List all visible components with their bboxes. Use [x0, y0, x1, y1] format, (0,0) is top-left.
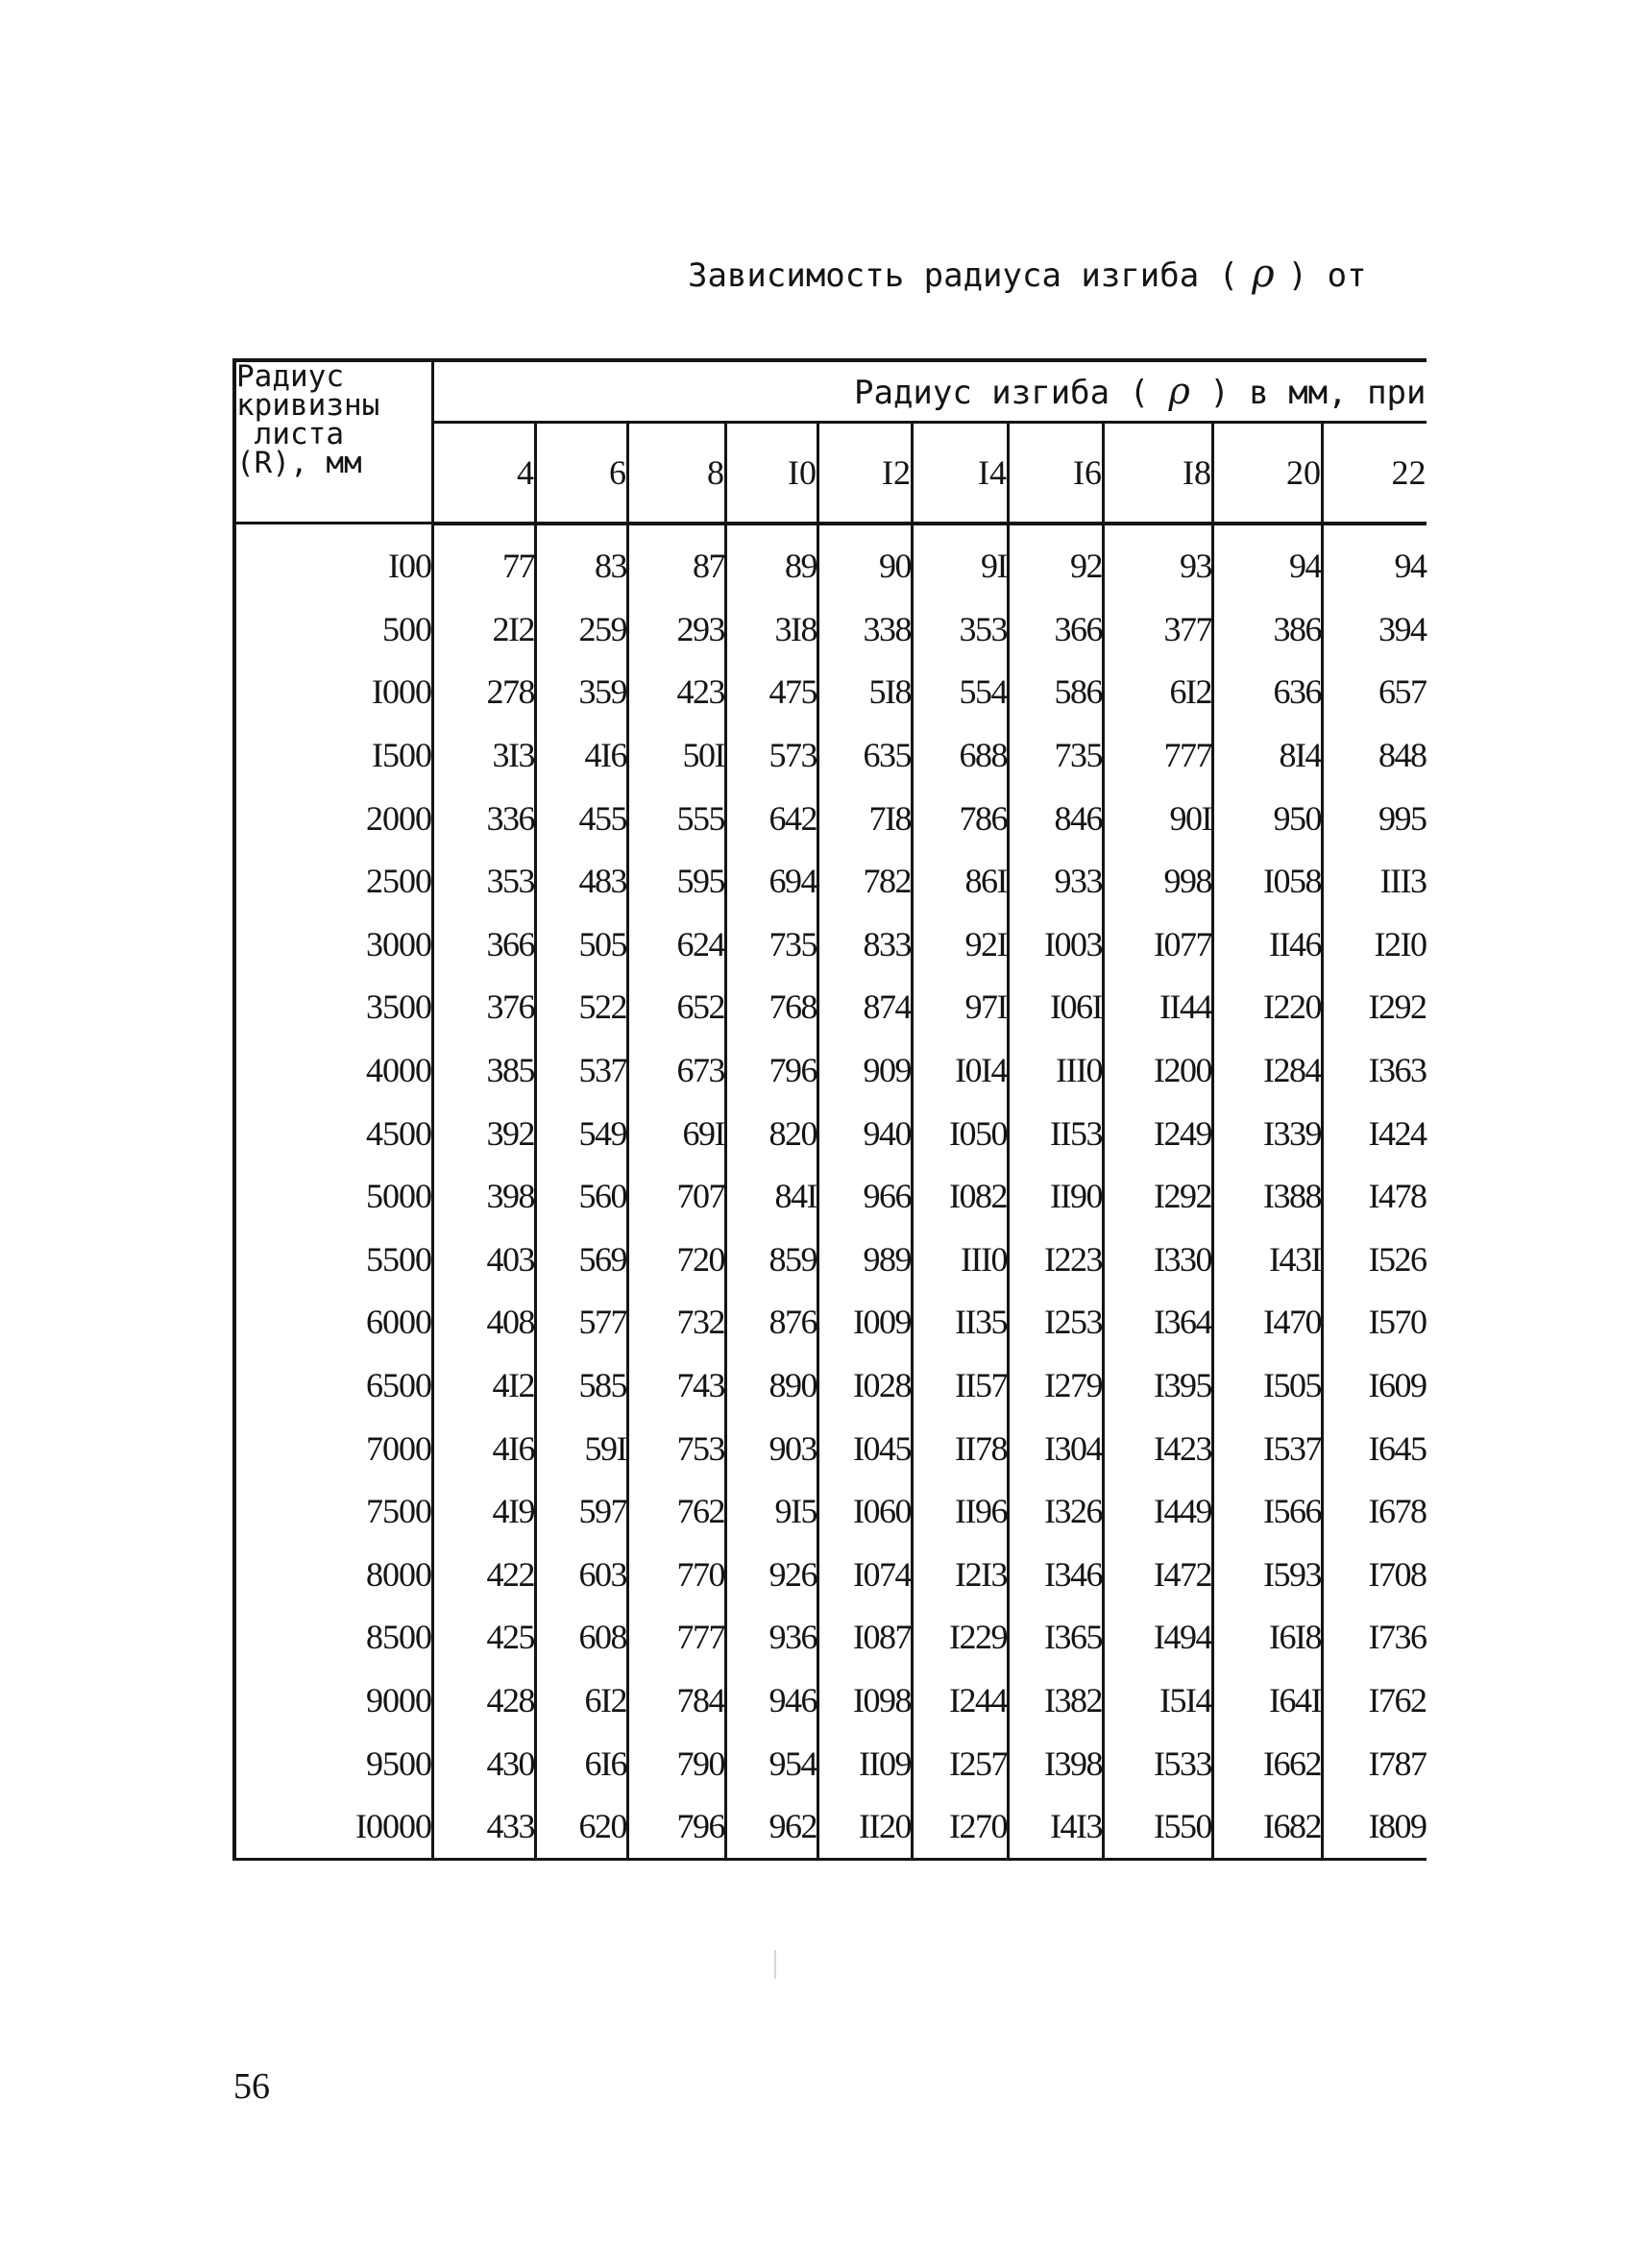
value-cell: I593 [1213, 1543, 1323, 1606]
value-cell: 577 [536, 1291, 628, 1354]
value-cell: I284 [1213, 1038, 1323, 1102]
value-cell: 846 [1009, 787, 1104, 850]
row-radius-cell: 4500 [234, 1102, 433, 1165]
value-cell: I470 [1213, 1291, 1323, 1354]
table-row [234, 1794, 1427, 1859]
value-cell: 259 [536, 597, 628, 661]
value-cell: I292 [1104, 1164, 1213, 1228]
row-radius-cell: I00 [234, 524, 433, 598]
value-cell: 954 [726, 1732, 818, 1795]
value-cell: 998 [1104, 849, 1213, 913]
value-cell: II35 [913, 1291, 1009, 1354]
table-body [234, 524, 1427, 1860]
value-cell: 4I6 [536, 723, 628, 787]
row-radius-cell: 9500 [234, 1732, 433, 1795]
value-cell: 560 [536, 1164, 628, 1228]
value-cell: 9I5 [726, 1479, 818, 1543]
value-cell: 555 [628, 787, 726, 850]
value-cell: 428 [433, 1669, 536, 1732]
column-header: 6 [536, 422, 628, 523]
page-title [688, 252, 1367, 296]
value-cell: 595 [628, 849, 726, 913]
value-cell: 90I [1104, 787, 1213, 850]
value-cell: 735 [726, 913, 818, 976]
value-cell: 635 [818, 723, 913, 787]
value-cell: 940 [818, 1102, 913, 1165]
value-cell: 293 [628, 597, 726, 661]
value-cell: I009 [818, 1291, 913, 1354]
value-cell: I279 [1009, 1353, 1104, 1417]
value-cell: 790 [628, 1732, 726, 1795]
value-cell: I2I0 [1374, 924, 1427, 963]
value-cell: I304 [1009, 1417, 1104, 1480]
value-cell: 6I2 [1104, 661, 1213, 724]
value-cell: 946 [726, 1669, 818, 1732]
value-cell: 92I [913, 913, 1009, 976]
value-cell: I4I3 [1009, 1794, 1104, 1859]
row-radius-cell: 9000 [234, 1669, 433, 1732]
value-cell: I478 [1368, 1177, 1427, 1216]
value-cell: 6I2 [536, 1669, 628, 1732]
value-cell: 537 [536, 1038, 628, 1102]
value-cell: I43I [1213, 1228, 1323, 1291]
value-cell: 353 [433, 849, 536, 913]
value-cell: 425 [433, 1606, 536, 1670]
value-cell: 603 [536, 1543, 628, 1606]
value-cell: I200 [1104, 1038, 1213, 1102]
column-header: 22 [1323, 422, 1427, 523]
value-cell: I682 [1213, 1794, 1323, 1859]
value-cell: 77 [433, 524, 536, 598]
value-cell: 505 [536, 913, 628, 976]
value-cell: I365 [1009, 1606, 1104, 1670]
value-cell: 430 [433, 1732, 536, 1795]
value-cell: I423 [1104, 1417, 1213, 1480]
value-cell: 483 [536, 849, 628, 913]
value-cell: 2I2 [433, 597, 536, 661]
value-cell: I533 [1104, 1732, 1213, 1795]
value-cell: 377 [1104, 597, 1213, 661]
value-cell: I220 [1213, 976, 1323, 1039]
value-cell: 3I8 [726, 597, 818, 661]
value-cell: 624 [628, 913, 726, 976]
column-header: 8 [628, 422, 726, 523]
table-row [234, 1038, 1427, 1102]
value-cell: 732 [628, 1291, 726, 1354]
page-number: 56 [233, 2066, 270, 2107]
value-cell: 909 [818, 1038, 913, 1102]
value-cell: I330 [1104, 1228, 1213, 1291]
value-cell: 753 [628, 1417, 726, 1480]
value-cell: 90 [818, 524, 913, 598]
table-row [234, 1732, 1427, 1795]
value-cell: II78 [913, 1417, 1009, 1480]
value-cell: 989 [818, 1228, 913, 1291]
value-cell: I098 [818, 1669, 913, 1732]
value-cell: I787 [1368, 1744, 1427, 1783]
row-radius-cell: 8500 [234, 1606, 433, 1670]
value-cell: I363 [1368, 1051, 1427, 1090]
value-cell: 876 [726, 1291, 818, 1354]
value-cell: I809 [1323, 1794, 1427, 1859]
value-cell: 573 [726, 723, 818, 787]
value-cell: 720 [628, 1228, 726, 1291]
value-cell: 366 [1009, 597, 1104, 661]
value-cell: 359 [536, 661, 628, 724]
row-radius-cell: 2500 [234, 849, 433, 913]
table-row [234, 849, 1427, 913]
row-header-cell [234, 360, 433, 524]
value-cell: I736 [1368, 1618, 1427, 1657]
row-radius-cell: 7500 [234, 1479, 433, 1543]
value-cell: I06I [1009, 976, 1104, 1039]
value-cell: 59I [536, 1417, 628, 1480]
table-row [234, 1479, 1427, 1543]
value-cell: III0 [1009, 1038, 1104, 1102]
value-cell: 820 [726, 1102, 818, 1165]
column-header: I0 [726, 422, 818, 523]
value-cell: I364 [1104, 1291, 1213, 1354]
value-cell: I087 [818, 1606, 913, 1670]
value-cell: I472 [1104, 1543, 1213, 1606]
value-cell: I082 [913, 1164, 1009, 1228]
value-cell: 569 [536, 1228, 628, 1291]
value-cell: I424 [1368, 1113, 1427, 1153]
value-cell: II44 [1104, 976, 1213, 1039]
column-header: I6 [1009, 422, 1104, 523]
value-cell: I566 [1213, 1479, 1323, 1543]
value-cell: 353 [913, 597, 1009, 661]
row-radius-cell: 5000 [234, 1164, 433, 1228]
group-header [433, 360, 1427, 422]
value-cell: I662 [1213, 1732, 1323, 1795]
row-radius-cell: 6500 [234, 1353, 433, 1417]
value-cell: I003 [1009, 913, 1104, 976]
value-cell: 652 [628, 976, 726, 1039]
value-cell: 89 [726, 524, 818, 598]
value-cell: 874 [818, 976, 913, 1039]
value-cell: 585 [536, 1353, 628, 1417]
value-cell: 376 [433, 976, 536, 1039]
table-row [234, 524, 1427, 598]
value-cell: 83 [536, 524, 628, 598]
value-cell: 86I [913, 849, 1009, 913]
row-header-line: кривизны [236, 388, 380, 423]
row-radius-cell: 4000 [234, 1038, 433, 1102]
row-radius-cell: 500 [234, 597, 433, 661]
value-cell: 385 [433, 1038, 536, 1102]
row-radius-cell: 2000 [234, 787, 433, 850]
value-cell: 422 [433, 1543, 536, 1606]
value-cell: 995 [1378, 798, 1427, 838]
value-cell: 950 [1213, 787, 1323, 850]
value-cell: 94 [1394, 547, 1427, 586]
value-cell: 394 [1378, 609, 1427, 648]
value-cell: 966 [818, 1164, 913, 1228]
value-cell: I494 [1104, 1606, 1213, 1670]
value-cell: 87 [628, 524, 726, 598]
value-cell: 4I6 [433, 1417, 536, 1480]
value-cell: I5I4 [1104, 1669, 1213, 1732]
value-cell: I244 [913, 1669, 1009, 1732]
table-row [234, 1606, 1427, 1670]
value-cell: I449 [1104, 1479, 1213, 1543]
value-cell: 962 [726, 1794, 818, 1859]
table-row [234, 661, 1427, 724]
value-cell: I229 [913, 1606, 1009, 1670]
value-cell: 784 [628, 1669, 726, 1732]
row-header-line: листа [236, 417, 344, 451]
bend-radius-table [232, 358, 1427, 1861]
table-row [234, 913, 1427, 976]
table-row [234, 976, 1427, 1039]
value-cell: 9I [913, 524, 1009, 598]
group-header-after: ) в мм, при [1189, 374, 1427, 413]
value-cell: I382 [1009, 1669, 1104, 1732]
value-cell: I388 [1213, 1164, 1323, 1228]
value-cell: 336 [433, 787, 536, 850]
value-cell: I678 [1368, 1492, 1427, 1531]
value-cell: I550 [1104, 1794, 1213, 1859]
value-cell: 743 [628, 1353, 726, 1417]
value-cell: I270 [913, 1794, 1009, 1859]
value-cell: I257 [913, 1732, 1009, 1795]
column-header: 4 [433, 422, 536, 523]
value-cell: I074 [818, 1543, 913, 1606]
value-cell: 403 [433, 1228, 536, 1291]
table-row [234, 1417, 1427, 1480]
value-cell: 455 [536, 787, 628, 850]
value-cell: I050 [913, 1102, 1009, 1165]
value-cell: 554 [913, 661, 1009, 724]
value-cell: I028 [818, 1353, 913, 1417]
value-cell: 597 [536, 1479, 628, 1543]
value-cell: II09 [818, 1732, 913, 1795]
title-text-after: ) от [1287, 256, 1367, 295]
value-cell: 673 [628, 1038, 726, 1102]
value-cell: 278 [433, 661, 536, 724]
value-cell: 636 [1213, 661, 1323, 724]
row-radius-cell: I0000 [234, 1794, 433, 1859]
value-cell: III3 [1379, 862, 1427, 901]
value-cell: 50I [628, 723, 726, 787]
value-cell: 408 [433, 1291, 536, 1354]
value-cell: 707 [628, 1164, 726, 1228]
value-cell: 6I6 [536, 1732, 628, 1795]
rho-symbol: ρ [1168, 370, 1190, 413]
title-text-before: Зависимость радиуса изгиба ( [688, 256, 1239, 295]
value-cell: 620 [536, 1794, 628, 1859]
row-header-line: (R), мм [236, 446, 362, 480]
value-cell: 93 [1104, 524, 1213, 598]
row-radius-cell: 3000 [234, 913, 433, 976]
value-cell: 777 [1104, 723, 1213, 787]
value-cell: I609 [1368, 1366, 1427, 1405]
value-cell: 84I [726, 1164, 818, 1228]
value-cell: I708 [1368, 1554, 1427, 1594]
value-cell: 97I [913, 976, 1009, 1039]
value-cell: I0I4 [913, 1038, 1009, 1102]
value-cell: I398 [1009, 1732, 1104, 1795]
value-cell: I339 [1213, 1102, 1323, 1165]
value-cell: I045 [818, 1417, 913, 1480]
value-cell: I249 [1104, 1102, 1213, 1165]
value-cell: 4I2 [433, 1353, 536, 1417]
value-cell: II20 [818, 1794, 913, 1859]
value-cell: I058 [1213, 849, 1323, 913]
table-row [234, 1102, 1427, 1165]
value-cell: 423 [628, 661, 726, 724]
row-radius-cell: I000 [234, 661, 433, 724]
value-cell: I64I [1213, 1669, 1323, 1732]
value-cell: 8I4 [1213, 723, 1323, 787]
value-cell: 768 [726, 976, 818, 1039]
value-cell: 735 [1009, 723, 1104, 787]
table-row [234, 1228, 1427, 1291]
value-cell: I060 [818, 1479, 913, 1543]
value-cell: 3I3 [433, 723, 536, 787]
value-cell: 7I8 [818, 787, 913, 850]
value-cell: 4I9 [433, 1479, 536, 1543]
value-cell: I6I8 [1213, 1606, 1323, 1670]
value-cell: 94 [1213, 524, 1323, 598]
value-cell: 657 [1378, 672, 1427, 712]
table-row [234, 787, 1427, 850]
value-cell: 796 [726, 1038, 818, 1102]
value-cell: I645 [1368, 1428, 1427, 1468]
value-cell: 782 [818, 849, 913, 913]
value-cell: I2I3 [913, 1543, 1009, 1606]
value-cell: 522 [536, 976, 628, 1039]
value-cell: 796 [628, 1794, 726, 1859]
value-cell: I292 [1368, 988, 1427, 1027]
column-header: I4 [913, 422, 1009, 523]
value-cell: I762 [1368, 1680, 1427, 1719]
value-cell: 770 [628, 1543, 726, 1606]
value-cell: I326 [1009, 1479, 1104, 1543]
value-cell: 608 [536, 1606, 628, 1670]
value-cell: 392 [433, 1102, 536, 1165]
value-cell: 366 [433, 913, 536, 976]
value-cell: 936 [726, 1606, 818, 1670]
value-cell: 777 [628, 1606, 726, 1670]
value-cell: I395 [1104, 1353, 1213, 1417]
table-row [234, 723, 1427, 787]
value-cell: I346 [1009, 1543, 1104, 1606]
scan-speck [774, 1950, 776, 1979]
group-header-before: Радиус изгиба ( [854, 374, 1169, 413]
value-cell: 642 [726, 787, 818, 850]
table-row [234, 1353, 1427, 1417]
value-cell: II57 [913, 1353, 1009, 1417]
value-cell: 859 [726, 1228, 818, 1291]
value-cell: 475 [726, 661, 818, 724]
value-cell: 848 [1378, 736, 1427, 775]
row-radius-cell: 5500 [234, 1228, 433, 1291]
value-cell: 903 [726, 1417, 818, 1480]
value-cell: 762 [628, 1479, 726, 1543]
table-row [234, 1669, 1427, 1732]
row-radius-cell: 7000 [234, 1417, 433, 1480]
column-header: I2 [818, 422, 913, 523]
value-cell: 786 [913, 787, 1009, 850]
value-cell: I526 [1368, 1239, 1427, 1279]
value-cell: 549 [536, 1102, 628, 1165]
value-cell: I505 [1213, 1353, 1323, 1417]
value-cell: 338 [818, 597, 913, 661]
value-cell: II46 [1213, 913, 1323, 976]
table-row [234, 1291, 1427, 1354]
row-radius-cell: 3500 [234, 976, 433, 1039]
row-header-line: Радиус [236, 359, 344, 394]
table-row [234, 1164, 1427, 1228]
value-cell: 586 [1009, 661, 1104, 724]
value-cell: 688 [913, 723, 1009, 787]
value-cell: I570 [1368, 1303, 1427, 1342]
row-radius-cell: 6000 [234, 1291, 433, 1354]
value-cell: 890 [726, 1353, 818, 1417]
row-radius-cell: 8000 [234, 1543, 433, 1606]
value-cell: 926 [726, 1543, 818, 1606]
value-cell: 92 [1009, 524, 1104, 598]
row-radius-cell: I500 [234, 723, 433, 787]
table-row [234, 1543, 1427, 1606]
value-cell: II90 [1009, 1164, 1104, 1228]
table-row [234, 597, 1427, 661]
value-cell: III0 [913, 1228, 1009, 1291]
value-cell: 433 [433, 1794, 536, 1859]
value-cell: II96 [913, 1479, 1009, 1543]
value-cell: I537 [1213, 1417, 1323, 1480]
value-cell: I077 [1104, 913, 1213, 976]
value-cell: 398 [433, 1164, 536, 1228]
value-cell: 933 [1009, 849, 1104, 913]
value-cell: 694 [726, 849, 818, 913]
value-cell: I253 [1009, 1291, 1104, 1354]
value-cell: II53 [1009, 1102, 1104, 1165]
value-cell: I223 [1009, 1228, 1104, 1291]
column-header: 20 [1213, 422, 1323, 523]
column-header: I8 [1104, 422, 1213, 523]
value-cell: 386 [1213, 597, 1323, 661]
value-cell: 69I [628, 1102, 726, 1165]
value-cell: 833 [818, 913, 913, 976]
value-cell: 5I8 [818, 661, 913, 724]
rho-symbol: ρ [1252, 252, 1275, 296]
